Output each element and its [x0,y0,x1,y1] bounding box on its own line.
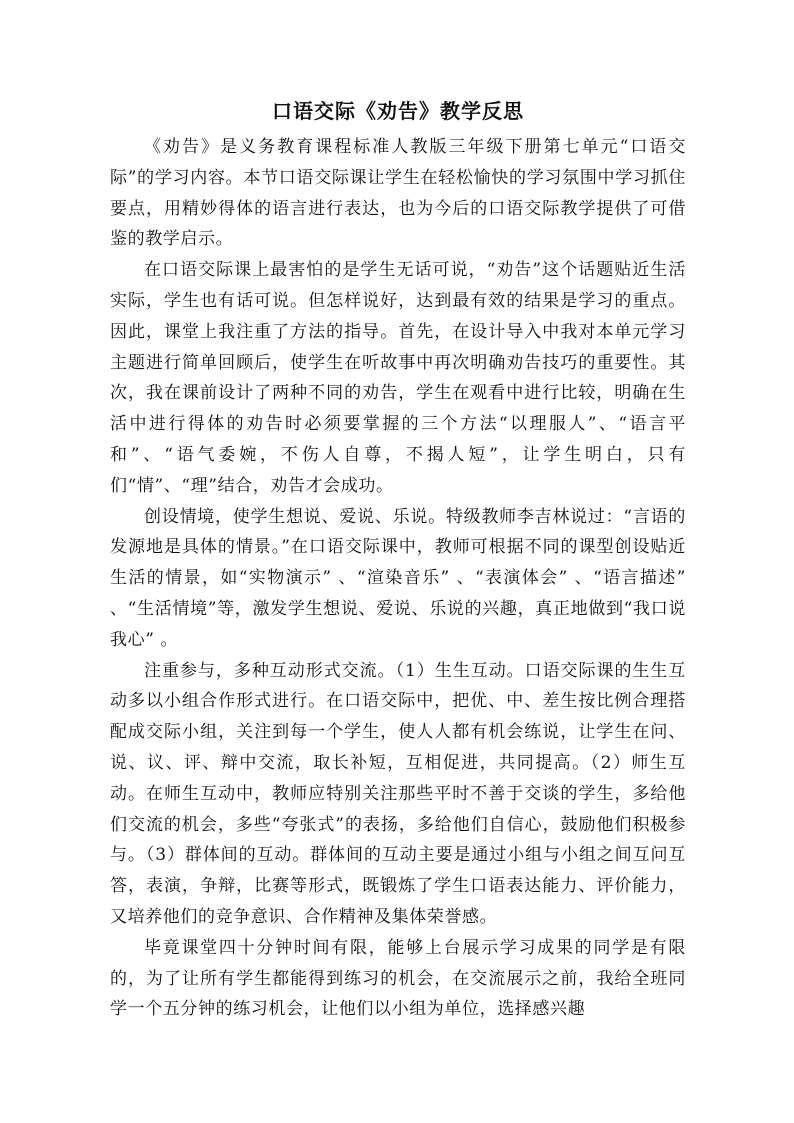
paragraph-practice: 毕竟课堂四十分钟时间有限，能够上台展示学习成果的同学是有限的，为了让所有学生都能得到练习的机会，在交流展示之前，我给全班同学一个五分钟的练习机会，让他们以小组为单位，选择感兴趣 [110,937,686,1020]
paragraph-intro: 《劝告》是义务教育课程标准人教版三年级下册第七单元“口语交际”的学习内容。本节口语交际课让学生在轻松愉快的学习氛围中学习抓住要点，用精妙得体的语言进行表达，也为今后的口语交际教学提供了可借鉴的教学启示。 [110,137,686,250]
document-title: 口语交际《劝告》教学反思 [272,99,524,123]
paragraph-situation-creation: 创设情境，使学生想说、爱说、乐说。特级教师李吉林说过：“言语的发源地是具体的情景。”在口语交际课中，教师可根据不同的课型创设贴近生活的情景，如“实物演示” 、“渲染音乐” 、“表演体会” 、“语言描述” 、“生活情境”等，激发学生想说、爱说、乐说的兴趣，真正地做到“我口说我心” 。 [110,506,686,650]
document-page [110,96,686,1025]
paragraph-method-guidance: 在口语交际课上最害怕的是学生无话可说，“劝告”这个话题贴近生活实际，学生也有话可说。但怎样说好，达到最有效的结果是学习的重点。因此，课堂上我注重了方法的指导。首先，在设计导入中我对本单元学习主题进行简单回顾后，使学生在听故事中再次明确劝告技巧的重要性。其次，我在课前设计了两种不同的劝告，学生在观看中进行比较，明确在生活中进行得体的劝告时必须要掌握的三个方法“以理服人”、“语言平和”、“语气委婉，不伤人自尊，不揭人短”，让学生明白，只有们“情”、“理”结合，劝告才会成功。 [110,260,686,496]
paragraph-interaction: 注重参与，多种互动形式交流。（1）生生互动。口语交际课的生生互动多以小组合作形式进行。在口语交际中，把优、中、差生按比例合理搭配成交际小组，关注到每一个学生，使人人都有机会练说，让学生在问、说、议、评、辩中交流，取长补短，互相促进，共同提高。（2）师生互动。在师生互动中，教师应特别关注那些平时不善于交谈的学生，多给他们交流的机会，多些“夸张式”的表扬，多给他们自信心，鼓励他们积极参与。（3）群体间的互动。群体间的互动主要是通过小组与小组之间互问互答，表演，争辩，比赛等形式，既锻炼了学生口语表达能力、评价能力，又培养他们的竞争意识、合作精神及集体荣誉感。 [110,660,686,927]
